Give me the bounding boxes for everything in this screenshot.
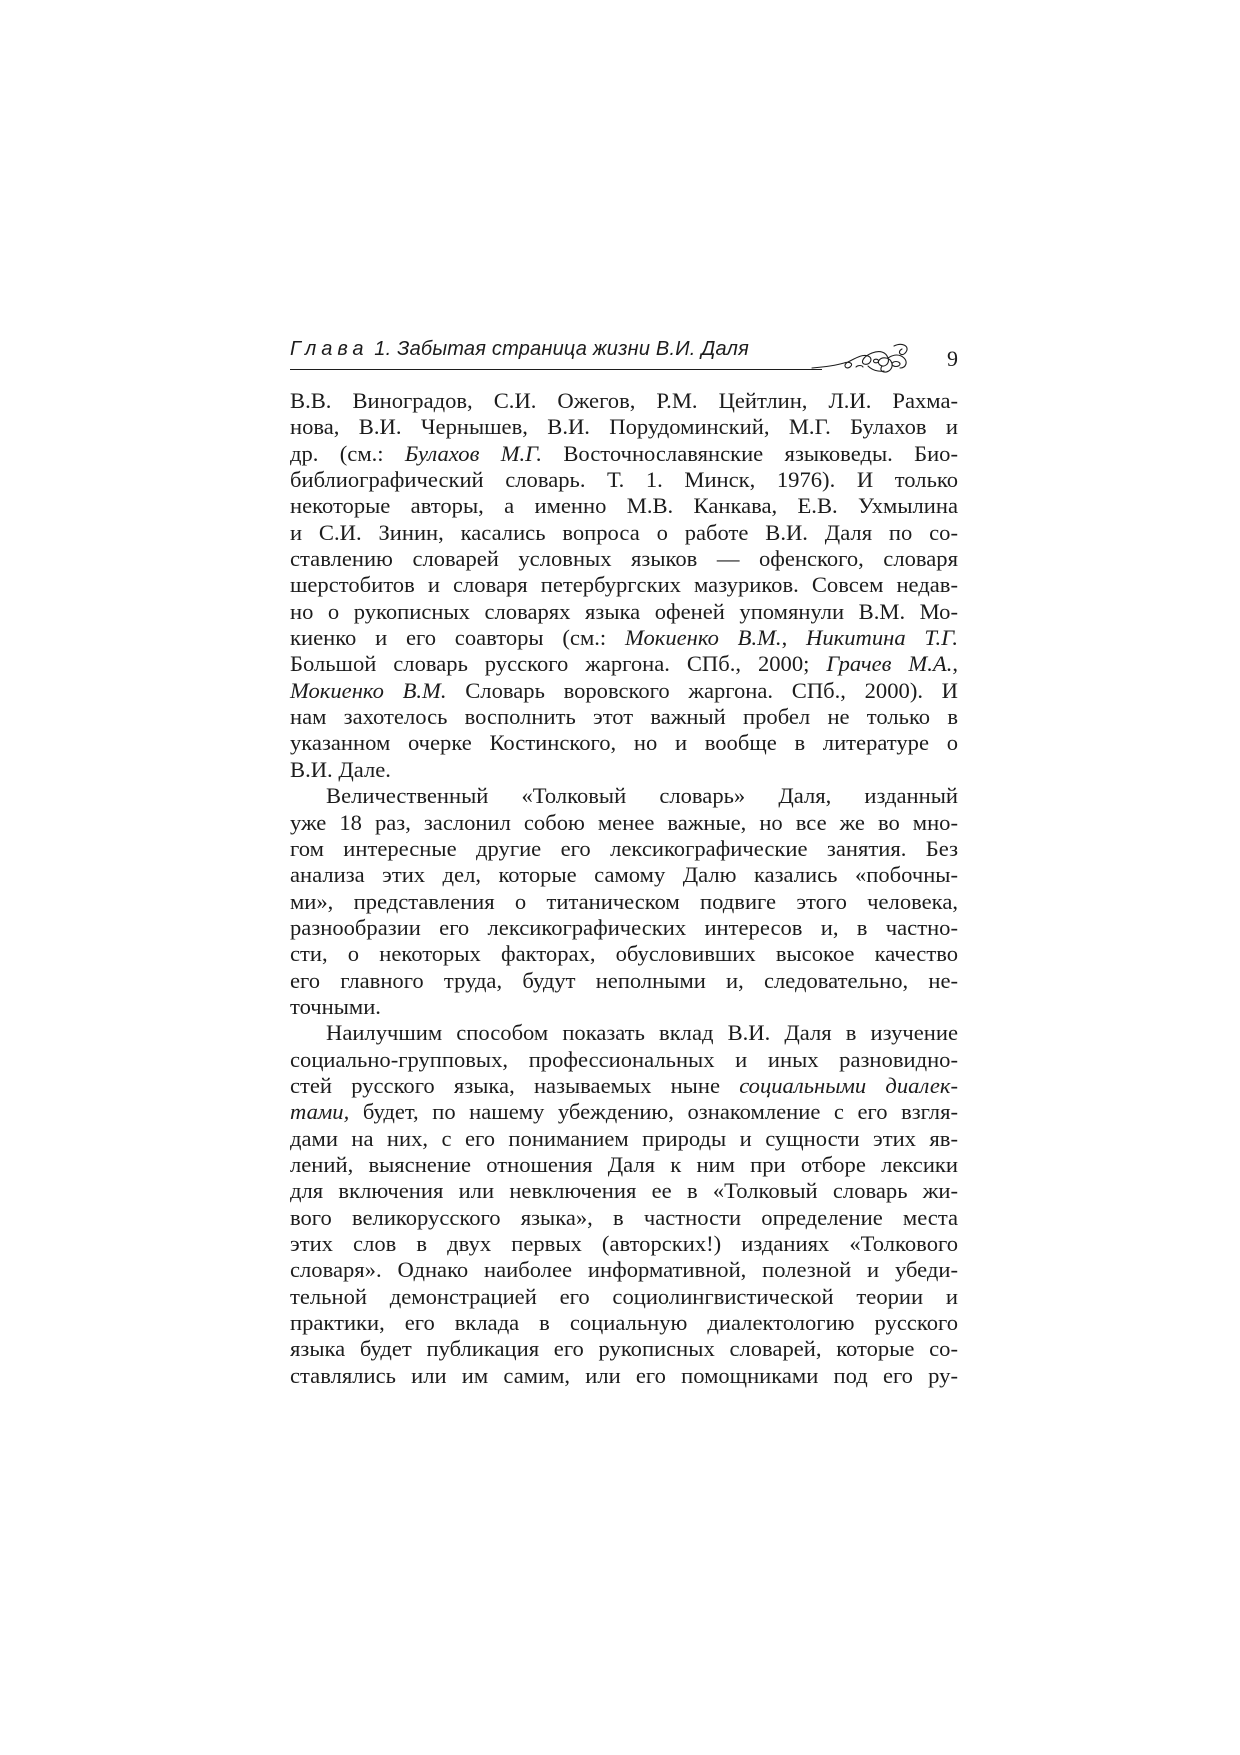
text-line bbox=[290, 1231, 958, 1257]
text-run: В.И. Дале. bbox=[290, 756, 391, 782]
text-line bbox=[290, 388, 958, 414]
italic-reference: Грачев М.А. bbox=[826, 651, 953, 677]
text-run: точными. bbox=[290, 993, 381, 1019]
text-line bbox=[290, 783, 958, 809]
text-run: стей русского языка, называемых ныне bbox=[290, 1072, 740, 1098]
text-line bbox=[290, 836, 958, 862]
text-run: для включения или невключения ее в «Толковый словарь жи- bbox=[290, 1178, 958, 1204]
text-run: социально-групповых, профессиональных и иных разновидно- bbox=[290, 1046, 958, 1072]
flourish-ornament-icon bbox=[810, 340, 920, 380]
text-run: его главного труда, будут неполными и, следовательно, не- bbox=[290, 967, 958, 993]
text-line bbox=[290, 414, 958, 440]
running-head bbox=[290, 338, 958, 374]
text-run: будет, по нашему убеждению, ознакомление с его взгля- bbox=[349, 1099, 958, 1125]
paragraph bbox=[290, 388, 958, 783]
text-run: Восточнославянские языковеды. Био- bbox=[542, 440, 958, 466]
chapter-title-text: 1. Забытая страница жизни В.И. Даля bbox=[374, 338, 749, 360]
text-line bbox=[290, 1205, 958, 1231]
text-line bbox=[290, 1099, 958, 1125]
text-run: ставлялись или им самим, или его помощниками под его ру- bbox=[290, 1362, 958, 1388]
text-line bbox=[290, 625, 958, 651]
text-run: вого великорусского языка», в частности определение места bbox=[290, 1204, 958, 1230]
text-run: библиографический словарь. Т. 1. Минск, 1976). И только bbox=[290, 467, 958, 493]
text-line bbox=[290, 651, 958, 677]
italic-reference: Мокиенко В.М. bbox=[624, 625, 782, 651]
text-line bbox=[290, 1047, 958, 1073]
text-line bbox=[290, 493, 958, 519]
text-run: разнообразии его лексикографических интересов и, в частно- bbox=[290, 914, 958, 940]
text-line bbox=[290, 1363, 958, 1389]
text-line bbox=[290, 994, 958, 1020]
text-run: но о рукописных словарях языка офеней упомянули В.М. Мо- bbox=[290, 598, 958, 624]
page-number: 9 bbox=[947, 346, 958, 371]
text-run: нам захотелось восполнить этот важный пробел не только в bbox=[290, 704, 958, 730]
text-run: др. (см.: bbox=[290, 440, 405, 466]
text-run: тельной демонстрацией его социолингвистической теории и bbox=[290, 1283, 958, 1309]
italic-reference: Мокиенко В.М. bbox=[290, 677, 447, 703]
text-run: анализа этих дел, которые самому Далю казались «побочны- bbox=[290, 862, 958, 888]
text-line bbox=[290, 520, 958, 546]
italic-reference: Булахов М.Г. bbox=[404, 440, 542, 466]
text-line bbox=[290, 1020, 958, 1046]
text-run: нова, В.И. Чернышев, В.И. Порудоминский, М.Г. Булахов и bbox=[290, 414, 958, 440]
text-run: Величественный «Толковый словарь» Даля, изданный bbox=[326, 783, 958, 809]
text-run: Наилучшим способом показать вклад В.И. Даля в изучение bbox=[326, 1020, 958, 1046]
header-rule bbox=[290, 369, 822, 370]
text-line bbox=[290, 1336, 958, 1362]
text-run: В.В. Виноградов, С.И. Ожегов, Р.М. Цейтлин, Л.И. Рахма- bbox=[290, 388, 958, 413]
text-line bbox=[290, 968, 958, 994]
text-run: , bbox=[952, 651, 958, 677]
text-line bbox=[290, 1310, 958, 1336]
text-run: ставлению словарей условных языков — офенского, словаря bbox=[290, 546, 958, 572]
text-line bbox=[290, 1073, 958, 1099]
italic-reference: тами, bbox=[290, 1099, 350, 1125]
text-line bbox=[290, 889, 958, 915]
text-line bbox=[290, 1257, 958, 1283]
text-line bbox=[290, 1152, 958, 1178]
text-line bbox=[290, 441, 958, 467]
text-run: сти, о некоторых факторах, обусловивших высокое качество bbox=[290, 941, 958, 967]
text-run: этих слов в двух первых (авторских!) изданиях «Толкового bbox=[290, 1231, 958, 1256]
text-run: языка будет публикация его рукописных словарей, которые со- bbox=[290, 1336, 958, 1362]
text-line bbox=[290, 941, 958, 967]
text-line bbox=[290, 757, 958, 783]
text-run: дами на них, с его пониманием природы и сущности этих яв- bbox=[290, 1125, 958, 1151]
text-run: гом интересные другие его лексикографические занятия. Без bbox=[290, 835, 958, 861]
text-line bbox=[290, 599, 958, 625]
text-run: уже 18 раз, заслонил собою менее важные, но все же во мно- bbox=[290, 809, 958, 835]
text-line bbox=[290, 546, 958, 572]
text-line bbox=[290, 704, 958, 730]
chapter-word: Глава bbox=[290, 338, 369, 360]
text-line bbox=[290, 1284, 958, 1310]
text-run: указанном очерке Костинского, но и вообще в литературе о bbox=[290, 730, 958, 756]
text-run: лений, выяснение отношения Даля к ним при отборе лексики bbox=[290, 1151, 958, 1177]
text-run: ми», представления о титаническом подвиге этого человека, bbox=[290, 888, 958, 914]
body-text bbox=[290, 388, 958, 1389]
text-line bbox=[290, 915, 958, 941]
text-run: Большой словарь русского жаргона. СПб., 2000; bbox=[290, 651, 827, 677]
text-run: киенко и его соавторы (см.: bbox=[290, 625, 625, 651]
italic-reference: Никитина Т.Г. bbox=[806, 625, 959, 651]
text-line bbox=[290, 862, 958, 888]
text-line bbox=[290, 1178, 958, 1204]
text-line bbox=[290, 572, 958, 598]
text-line bbox=[290, 1126, 958, 1152]
text-run: некоторые авторы, а именно М.В. Канкава, Е.В. Ухмылина bbox=[290, 493, 958, 519]
italic-reference: социальными диалек- bbox=[739, 1072, 958, 1098]
text-run: словаря». Однако наиболее информативной, полезной и убеди- bbox=[290, 1257, 958, 1283]
text-line bbox=[290, 730, 958, 756]
text-line bbox=[290, 810, 958, 836]
text-run: Словарь воровского жаргона. СПб., 2000). И bbox=[446, 677, 958, 703]
chapter-title bbox=[290, 338, 749, 361]
paragraph bbox=[290, 783, 958, 1020]
text-line bbox=[290, 467, 958, 493]
text-run: и С.И. Зинин, касались вопроса о работе В.И. Даля по со- bbox=[290, 519, 958, 545]
text-run: , bbox=[781, 625, 807, 651]
paragraph bbox=[290, 1020, 958, 1389]
text-line bbox=[290, 678, 958, 704]
text-run: практики, его вклада в социальную диалектологию русского bbox=[290, 1310, 958, 1336]
text-run: шерстобитов и словаря петербургских мазуриков. Совсем недав- bbox=[290, 572, 958, 598]
